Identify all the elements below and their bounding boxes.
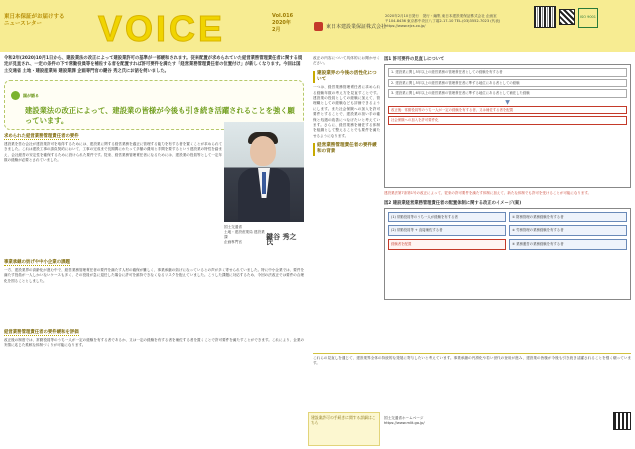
interviewee-photo	[224, 122, 304, 222]
footer-banner[interactable]: 建設業許可の手続きに関する詳細はこちら	[308, 412, 380, 446]
interviewee-caption: 国土交通省 土地・建設産業局 建設業課 企画専門官 鍵谷 秀之 氏	[224, 225, 304, 245]
voice-logo: VOICE	[98, 8, 226, 49]
right-column	[384, 56, 631, 300]
mid-body: 一つは、経営業務管理責任者に求められる経験年数の考え方を見直すことです。建設業の役員としての経験に加えて、管理職としての経験なども評価できるようにします。また社会保険への加入を許可要件とすることで、建設業の担い手の確保と処遇の改善につなげたいと考えています。さらに、経営業務を補佐する体制を組織として整えることでも要件を満たせるようになります。	[313, 85, 380, 138]
speech-bubble-icon	[11, 91, 20, 100]
source-label: 国土交通省ホームページ	[384, 416, 424, 420]
divider	[313, 353, 631, 354]
mid-subheading: 建設業界の今後の活性化について	[313, 71, 380, 83]
secondary-code-icon	[559, 9, 575, 25]
figure-row: 改正後：常勤役員等のうち一人が一定の経験を有する者、又は補佐する者を配置	[388, 106, 627, 115]
figure-box: ① 財務管理の業務経験を有する者	[509, 212, 627, 223]
mid-intro: 改正の内容について具体的にお聞かせください。	[313, 56, 380, 66]
section-body: 建設業を営む会社が建設業許可を取得するためには、建設業に関する経営業務を適正に管理する能力を有する者を置くことが求められてきました。これは建設工事の請負契約において、工事の完成まで長期間にわたって多額の費用と手間を要するという建設業の特性を踏まえ、会社経営の安定性を確保するために設けられた要件です。従来、経営業務管理責任者になるためには、建設業の役員等として一定年数の経験が必要とされていました。	[4, 142, 222, 163]
arrow-down-icon: ▼	[505, 98, 510, 106]
intro-text: 令和2年(2020)10月1日から、建設業法の改正によって建設業許可の基準が一部緩和されます。従来配置が求められていた経営業務管理責任者に関する規定が見直され、一定の条件の下で常勤役員等を補佐する者を配置すれば許可要件を満たす「経営業務管理責任者の位置付け」が新しくなります。今回は国土交通省 土地・建設産業局 建設業課 企画専門官の鍵谷 秀之氏にお話を伺いました。	[4, 56, 303, 74]
figure-2	[384, 208, 631, 300]
speaker-tag: 国が語る	[11, 91, 39, 100]
figure-row: 1. 建設業に関し5年以上の経営業務の管理責任者としての経験を有する者	[388, 68, 627, 77]
figure-row: 社会保険への加入を許可要件化	[388, 116, 627, 125]
figure-box: 経験者を配置	[388, 239, 506, 250]
section-heading: 事業承継の妨げや中小企業の課題	[4, 260, 70, 265]
headline: 建設業法の改正によって、建設業の皆様が今後も引き続き活躍されることを強く願っています。	[25, 106, 295, 125]
section-3	[4, 318, 304, 349]
company-name: 東日本建設業保証株式会社	[314, 22, 386, 31]
figure-box: ② 労務管理の業務経験を有する者	[509, 225, 627, 236]
figure-1-note: 建設業法第7条第1号の改正によって、従来の許可要件を満たす体制に加えて、新たな体制でも許可を受けることが可能になります。	[384, 191, 592, 195]
source-url[interactable]: https://www.mlit.go.jp/	[384, 421, 425, 425]
newsletter-header	[0, 0, 635, 52]
figure-2-title: 図2 建設業経営業務管理責任者の配置体制に関する改正のイメージ(案)	[384, 200, 522, 206]
header-codes	[534, 6, 598, 28]
section-2	[4, 248, 304, 284]
figure-box: (1) 常勤役員等のうち一人が経験を有する者	[388, 212, 506, 223]
header-tagline: 東日本保証がお届けする ニュースレター	[4, 14, 65, 27]
interviewee-name: 鍵谷 秀之 氏	[266, 233, 297, 246]
section-heading: 求められた経営業務管理責任者の要件	[4, 134, 79, 139]
left-column	[4, 122, 222, 164]
closing-section	[313, 356, 631, 367]
closing-text: これらの見直しを通じて、建設業界全体の持続的な発展に寄与したいと考えています。事業承継の円滑化や若い世代の登用が進み、建設業の皆様が今後も引き続き活躍されることを強く願っています。	[313, 356, 631, 366]
mid-subheading: 経営業務管理責任者の要件緩和の背景	[313, 143, 380, 155]
figure-box: ③ 業務運営の業務経験を有する者	[509, 239, 627, 250]
figure-1-title: 図1 許可要件の見直しについて	[384, 57, 445, 62]
qr-code-icon[interactable]	[534, 6, 556, 28]
issue-info: Vol.016 2020年 2月	[272, 13, 294, 33]
section-heading: 経営業務管理責任者の要件緩和を評価	[4, 330, 79, 335]
website-link[interactable]: https://www.ejcs.co.jp/	[385, 24, 426, 28]
interviewee-photo-block	[224, 122, 304, 245]
footer	[384, 412, 631, 430]
figure-row: 2. 建設業に関し5年以上の経営業務の管理責任者に準ずる地位にある者としての経験	[388, 79, 627, 88]
certification-badge: ISO 9001	[578, 8, 598, 28]
company-logo-icon	[314, 22, 323, 31]
figure-row: 3. 建設業に関し6年以上の経営業務の管理責任者に準ずる地位にある者として補佐した経験	[388, 89, 627, 98]
figure-box: (2) 常勤役員等 + 直接補佐する者	[388, 225, 506, 236]
figure-1	[384, 64, 631, 188]
middle-column	[313, 56, 380, 158]
section-body: 改正後の制度では、常勤役員等のうち一人が一定の経験を有する者であるか、又は一定の経験を有する者を補佐する者を置くことで許可要件を満たすことができます。これにより、企業の実情に応じた柔軟な体制づくりが可能になります。	[4, 338, 304, 348]
footer-qr-code-icon[interactable]	[613, 412, 631, 430]
article-intro	[4, 56, 304, 130]
publisher-info: 2020年2月10日発行 発行・編集 東日本建設業保証株式会社 企画室 〒104-8436 東京都中央区八丁堀2-17-10 TEL.(03)3552-7023 (代表) https://www.ejcs.co.jp/	[385, 14, 525, 29]
section-body: 一方、建設業界の高齢化が進む中で、経営業務管理責任者の要件を満たす人材の確保が難しく、事業承継の妨げになっているとの声が多く寄せられていました。特に中小企業では、要件を満たす役員が一人しかいないケースも多く、その役員が急に退任した場合に許可を維持できなくなるリスクを抱えていました。こうした課題に対応するため、今回の法改正では要件の合理化を図ることとしました。	[4, 268, 304, 283]
